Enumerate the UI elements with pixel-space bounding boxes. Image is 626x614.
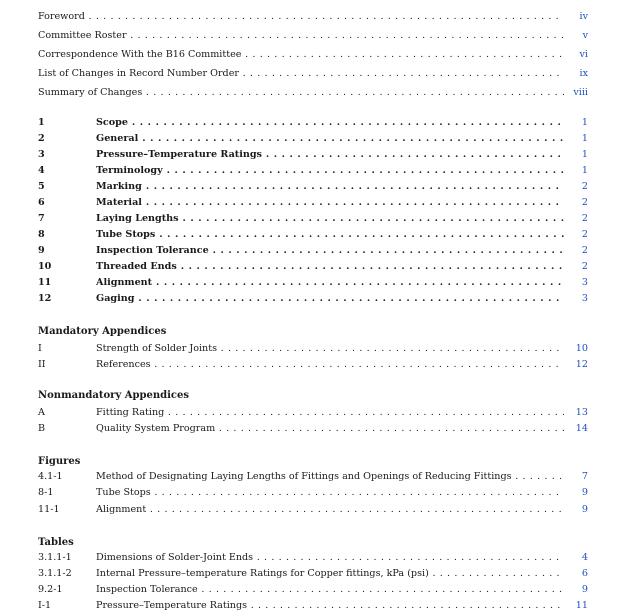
toc-entry-list-of-changes[interactable] xyxy=(38,67,588,81)
toc-appendix-II[interactable] xyxy=(38,358,588,372)
toc-entry-number: B xyxy=(38,423,46,434)
toc-appendix-I[interactable] xyxy=(38,342,588,356)
toc-page-link[interactable]: 2 xyxy=(578,196,588,210)
toc-entry-title: Inspection Tolerance . . . xyxy=(96,244,564,258)
toc-entry-title: Marking . . . xyxy=(96,180,564,194)
toc-page-link[interactable]: 7 xyxy=(578,470,588,484)
toc-page-link[interactable]: 9 xyxy=(578,486,588,500)
toc-chapter-7[interactable] xyxy=(38,212,588,226)
toc-entry-title: List of Changes in Record Number Order . . . xyxy=(38,67,564,81)
toc-chapter-4[interactable] xyxy=(38,164,588,178)
toc-page-link[interactable]: 2 xyxy=(578,244,588,258)
toc-entry-title: Threaded Ends . . . xyxy=(96,260,564,274)
toc-entry-title: Pressure–Temperature Ratings . . . xyxy=(96,148,564,162)
toc-page-link[interactable]: 3 xyxy=(578,276,588,290)
toc-figure-8-1[interactable] xyxy=(38,486,588,500)
toc-entry-title: Inspection Tolerance . . . xyxy=(96,583,564,597)
toc-chapter-1[interactable] xyxy=(38,116,588,130)
section-heading-figures: Figures xyxy=(38,456,81,467)
toc-appendix-A[interactable] xyxy=(38,406,588,420)
toc-entry-title: Material . . . xyxy=(96,196,564,210)
toc-entry-number: 11 xyxy=(38,277,52,288)
toc-entry-title: Gaging . . . xyxy=(96,292,564,306)
toc-entry-title: Strength of Solder Joints . . . xyxy=(96,342,564,356)
toc-entry-number: A xyxy=(38,407,45,418)
toc-entry-number: 3.1.1-2 xyxy=(38,568,72,579)
toc-page-link[interactable]: 3 xyxy=(578,292,588,306)
toc-entry-title: Alignment . . . xyxy=(96,503,564,517)
toc-entry-number: 7 xyxy=(38,213,45,224)
toc-page-link[interactable]: 1 xyxy=(578,148,588,162)
toc-chapter-10[interactable] xyxy=(38,260,588,274)
toc-entry-title: Terminology . . . xyxy=(96,164,564,178)
toc-page-link[interactable]: 9 xyxy=(578,503,588,517)
toc-page-link[interactable]: 11 xyxy=(572,599,588,613)
toc-page-link[interactable]: 13 xyxy=(572,406,588,420)
toc-entry-title: References . . . xyxy=(96,358,564,372)
toc-page-link[interactable]: 1 xyxy=(578,132,588,146)
toc-entry-title: Correspondence With the B16 Committee . . . xyxy=(38,48,564,62)
toc-entry-title: Pressure–Temperature Ratings . . . xyxy=(96,599,564,613)
toc-page-link[interactable]: 2 xyxy=(578,212,588,226)
toc-entry-number: 8-1 xyxy=(38,487,54,498)
toc-entry-title: Foreword . . . xyxy=(38,10,564,24)
toc-page-link[interactable]: 6 xyxy=(578,567,588,581)
toc-entry-number: I xyxy=(38,343,42,354)
toc-table-3-1-1-2[interactable] xyxy=(38,567,588,581)
toc-entry-number: 9.2-1 xyxy=(38,584,63,595)
toc-entry-title: Fitting Rating . . . xyxy=(96,406,564,420)
toc-entry-title: Committee Roster . . . xyxy=(38,29,564,43)
toc-page-link[interactable]: ix xyxy=(576,67,588,81)
toc-entry-number: 12 xyxy=(38,293,52,304)
toc-entry-number: 3 xyxy=(38,149,45,160)
toc-entry-number: 10 xyxy=(38,261,52,272)
toc-entry-foreword[interactable] xyxy=(38,10,588,24)
toc-chapter-2[interactable] xyxy=(38,132,588,146)
toc-page-link[interactable]: viii xyxy=(569,86,588,100)
toc-entry-number: 4.1-1 xyxy=(38,471,63,482)
toc-entry-title: Scope . . . xyxy=(96,116,564,130)
toc-entry-title: Dimensions of Solder-Joint Ends . . . xyxy=(96,551,564,565)
toc-chapter-5[interactable] xyxy=(38,180,588,194)
toc-entry-title: Method of Designating Laying Lengths of Fittings and Openings of Reducing Fittings . . . xyxy=(96,470,564,484)
toc-page-link[interactable]: 2 xyxy=(578,260,588,274)
toc-entry-number: II xyxy=(38,359,46,370)
toc-entry-number: 5 xyxy=(38,181,45,192)
toc-entry-number: 1 xyxy=(38,117,45,128)
toc-chapter-11[interactable] xyxy=(38,276,588,290)
toc-page-link[interactable]: 1 xyxy=(578,116,588,130)
toc-entry-number: 11-1 xyxy=(38,504,60,515)
toc-entry-title: Quality System Program . . . xyxy=(96,422,564,436)
section-heading-tables: Tables xyxy=(38,537,74,548)
toc-chapter-8[interactable] xyxy=(38,228,588,242)
toc-appendix-B[interactable] xyxy=(38,422,588,436)
toc-table-9-2-1[interactable] xyxy=(38,583,588,597)
section-heading-nonmandatory-appendices: Nonmandatory Appendices xyxy=(38,390,189,401)
toc-table-3-1-1-1[interactable] xyxy=(38,551,588,565)
toc-figure-11-1[interactable] xyxy=(38,503,588,517)
toc-entry-number: 9 xyxy=(38,245,45,256)
toc-page-link[interactable]: 4 xyxy=(578,551,588,565)
toc-entry-number: 4 xyxy=(38,165,45,176)
toc-entry-number: I-1 xyxy=(38,600,52,611)
toc-page-link[interactable]: v xyxy=(579,29,588,43)
toc-chapter-9[interactable] xyxy=(38,244,588,258)
toc-page-link[interactable]: iv xyxy=(576,10,589,24)
toc-entry-title: Summary of Changes . . . xyxy=(38,86,564,100)
toc-entry-title: Alignment . . . xyxy=(96,276,564,290)
toc-page-link[interactable]: 1 xyxy=(578,164,588,178)
toc-page-link[interactable]: vi xyxy=(576,48,589,62)
toc-entry-title: General . . . xyxy=(96,132,564,146)
toc-entry-committee-roster[interactable] xyxy=(38,29,588,43)
section-heading-mandatory-appendices: Mandatory Appendices xyxy=(38,326,167,337)
toc-entry-number: 6 xyxy=(38,197,45,208)
toc-table-I-1[interactable] xyxy=(38,599,588,613)
toc-entry-summary-of-changes[interactable] xyxy=(38,86,588,100)
toc-entry-number: 8 xyxy=(38,229,45,240)
toc-chapter-6[interactable] xyxy=(38,196,588,210)
toc-figure-4-1-1[interactable] xyxy=(38,470,588,484)
toc-entry-title: Internal Pressure–temperature Ratings for Copper fittings, kPa (psi) . . . xyxy=(96,567,564,581)
toc-entry-correspondence[interactable] xyxy=(38,48,588,62)
toc-page-link[interactable]: 10 xyxy=(572,342,588,356)
toc-page-link[interactable]: 12 xyxy=(572,358,588,372)
toc-chapter-12[interactable] xyxy=(38,292,588,306)
toc-page-link[interactable]: 9 xyxy=(578,583,588,597)
toc-entry-title: Laying Lengths . . . xyxy=(96,212,564,226)
toc-chapter-3[interactable] xyxy=(38,148,588,162)
toc-entry-number: 3.1.1-1 xyxy=(38,552,72,563)
toc-page-link[interactable]: 2 xyxy=(578,228,588,242)
toc-page-link[interactable]: 14 xyxy=(572,422,588,436)
toc-entry-title: Tube Stops . . . xyxy=(96,228,564,242)
toc-page-link[interactable]: 2 xyxy=(578,180,588,194)
toc-entry-title: Tube Stops . . . xyxy=(96,486,564,500)
toc-entry-number: 2 xyxy=(38,133,45,144)
